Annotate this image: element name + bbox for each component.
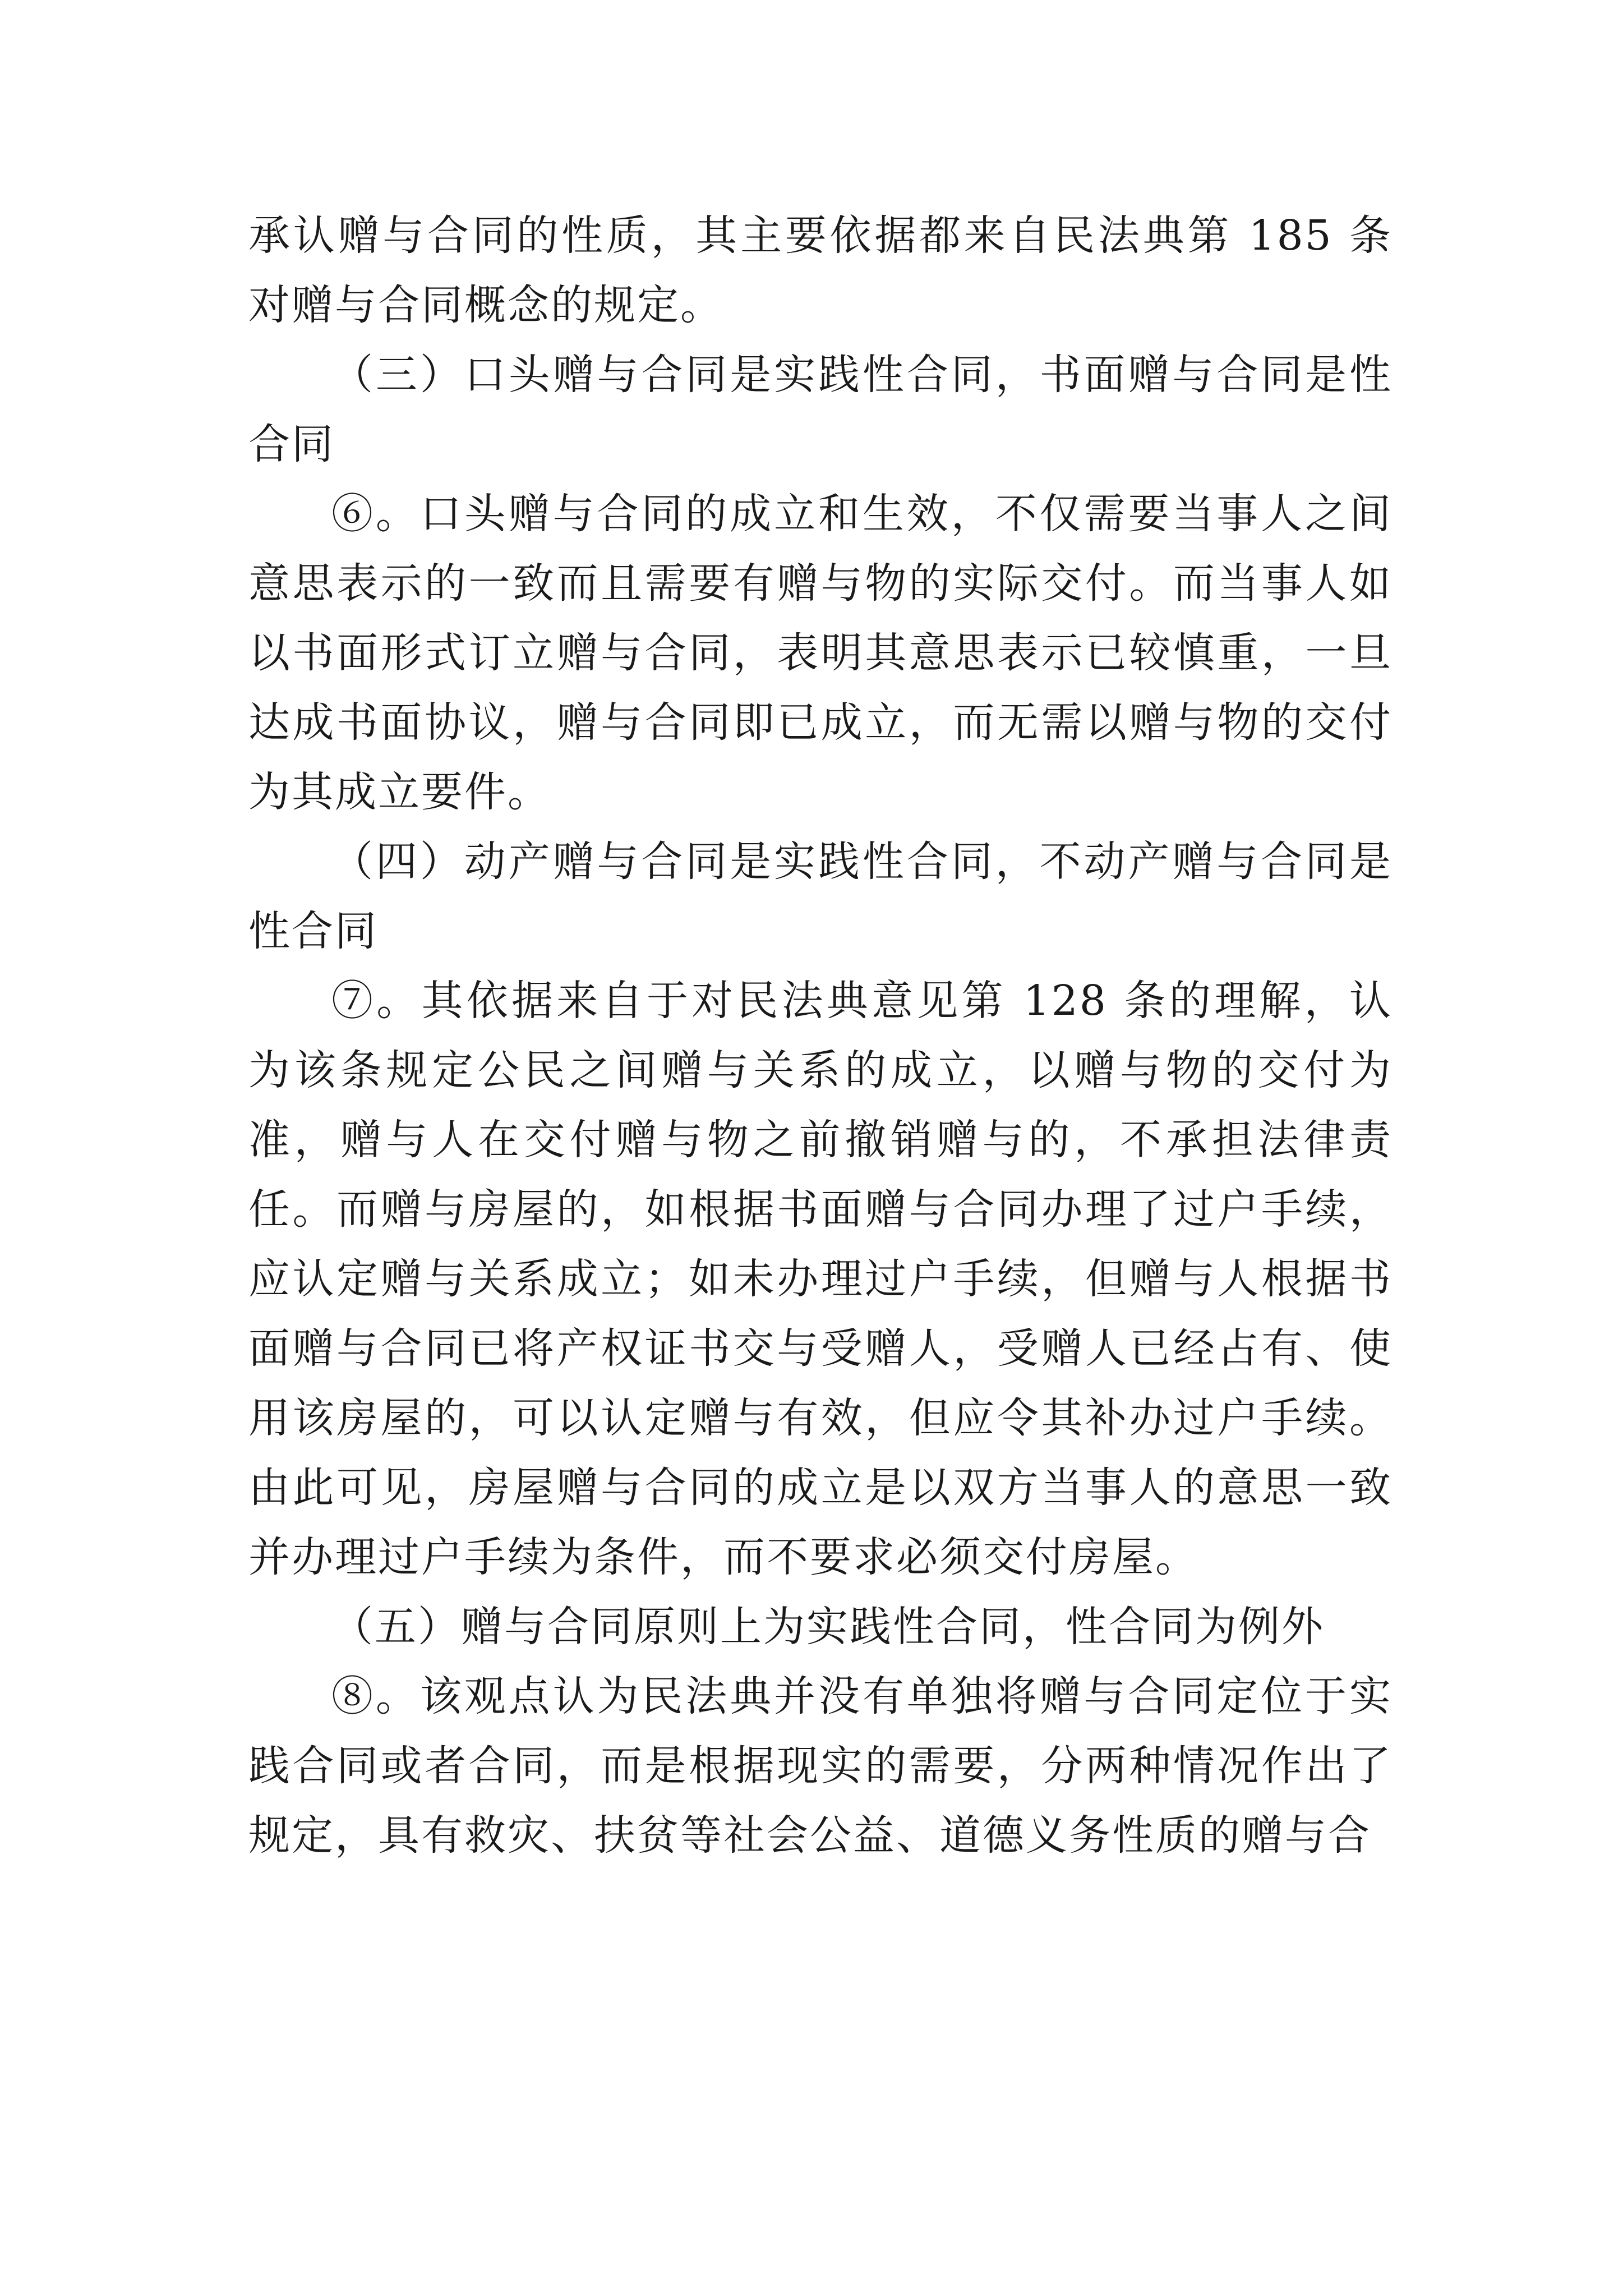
document-body — [248, 201, 1393, 1870]
heading-movable-immovable-gift: （四）动产赠与合同是实践性合同，不动产赠与合同是性合同 — [248, 838, 1393, 955]
paragraph-note-7: ⑦。其依据来自于对民法典意见第 128 条的理解，认为该条规定公民之间赠与关系的成立，以赠与物的交付为准，赠与人在交付赠与物之前撤销赠与的，不承担法律责任。而赠与房屋的，如根据书面赠与合同办理了过户手续，应认定赠与关系成立；如未办理过户手续，但赠与人根据书面赠与合同已将产权证书交与受赠人，受赠人已经占有、使用该房屋的，可以认定赠与有效，但应令其补办过户手续。由此可见，房屋赠与合同的成立是以双方当事人的意思一致并办理过户手续为条件，而不要求必须交付房屋。 — [248, 977, 1393, 1581]
paragraph-continuation: 承认赠与合同的性质，其主要依据都来自民法典第 185 条对赠与合同概念的规定。 — [248, 211, 1393, 329]
heading-oral-written-gift: （三）口头赠与合同是实践性合同，书面赠与合同是性合同 — [248, 351, 1393, 468]
heading-principle-exception: （五）赠与合同原则上为实践性合同，性合同为例外 — [331, 1603, 1325, 1651]
paragraph-note-8: ⑧。该观点认为民法典并没有单独将赠与合同定位于实践合同或者合同，而是根据现实的需要，分两种情况作出了规定，具有救灾、扶贫等社会公益、道德义务性质的赠与合 — [248, 1672, 1393, 1860]
paragraph-note-6: ⑥。口头赠与合同的成立和生效，不仅需要当事人之间意思表示的一致而且需要有赠与物的实际交付。而当事人如以书面形式订立赠与合同，表明其意思表示已较慎重，一旦达成书面协议，赠与合同即已成立，而无需以赠与物的交付为其成立要件。 — [248, 490, 1393, 816]
